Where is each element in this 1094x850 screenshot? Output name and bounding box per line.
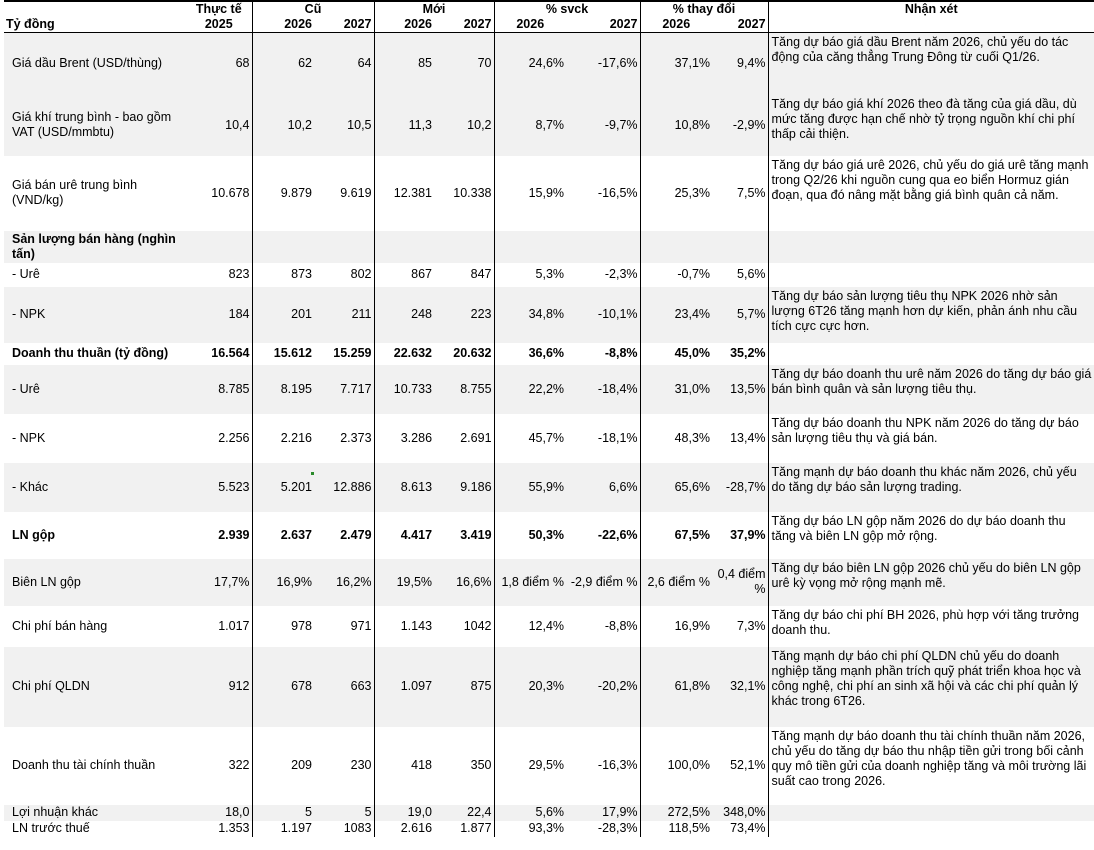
cell-value: 10.733 xyxy=(374,365,434,414)
cell-value: 2.616 xyxy=(374,821,434,837)
cell-value: 10.678 xyxy=(186,156,252,231)
cell-value: 823 xyxy=(186,263,252,287)
table-row xyxy=(4,512,1094,559)
table-row xyxy=(4,463,1094,512)
row-label: Giá dầu Brent (USD/thùng) xyxy=(4,33,186,95)
cell-value: 2,6 điểm % xyxy=(640,559,712,606)
header-old: Cũ xyxy=(252,1,374,17)
cell-value: 272,5% xyxy=(640,805,712,821)
cell-value: 45,7% xyxy=(494,414,566,463)
table-row xyxy=(4,365,1094,414)
cell-value: 10,5 xyxy=(314,95,374,156)
row-label: - NPK xyxy=(4,414,186,463)
row-label: Giá bán urê trung bình (VND/kg) xyxy=(4,156,186,231)
row-comment: Tăng mạnh dự báo chi phí QLDN chủ yếu do doanh nghiệp tăng mạnh phần trích quỹ phát triển khoa học và công nghệ, chi phí an sinh xã hội và các chi phí quản lý khác trong 6T26. xyxy=(768,647,1094,727)
header-year: 2026 xyxy=(374,17,434,33)
cell-value: 52,1% xyxy=(712,727,768,805)
cell-value: 8.195 xyxy=(252,365,314,414)
cell-value: 4.417 xyxy=(374,512,434,559)
table-row xyxy=(4,559,1094,606)
cell-value: 9.879 xyxy=(252,156,314,231)
row-comment: Tăng dự báo giá khí 2026 theo đà tăng của giá dầu, dù mức tăng được hạn chế nhờ tỷ trọng nguồn khí chi phí thấp cải thiện. xyxy=(768,95,1094,156)
cell-value: -0,7% xyxy=(640,263,712,287)
header-year: 2026 xyxy=(252,17,314,33)
cell-value: -28,3% xyxy=(566,821,640,837)
cell-value: -10,1% xyxy=(566,287,640,343)
cell-value: 2.216 xyxy=(252,414,314,463)
cell-value: 8,7% xyxy=(494,95,566,156)
cell-value: 50,3% xyxy=(494,512,566,559)
row-comment: Tăng dự báo doanh thu NPK năm 2026 do tăng dự báo sản lượng tiêu thụ và giá bán. xyxy=(768,414,1094,463)
header-actual: Thực tế xyxy=(186,1,252,17)
cell-value: 16,6% xyxy=(434,559,494,606)
cell-value: 10,8% xyxy=(640,95,712,156)
cell-value: 5,7% xyxy=(712,287,768,343)
cell-value: 978 xyxy=(252,606,314,647)
row-label: Sản lượng bán hàng (nghìn tấn) xyxy=(4,231,186,263)
cell-value: 64 xyxy=(314,33,374,95)
header-yoy: % svck xyxy=(494,1,640,17)
cell-value xyxy=(434,231,494,263)
table-row xyxy=(4,95,1094,156)
table-row xyxy=(4,821,1094,837)
cell-value xyxy=(712,231,768,263)
cell-value: 17,7% xyxy=(186,559,252,606)
cell-value: 3.286 xyxy=(374,414,434,463)
cell-value: 10,4 xyxy=(186,95,252,156)
cell-value: 8.755 xyxy=(434,365,494,414)
cell-value: 1.017 xyxy=(186,606,252,647)
row-label: Giá khí trung bình - bao gồm VAT (USD/mmbtu) xyxy=(4,95,186,156)
cell-value: 25,3% xyxy=(640,156,712,231)
header-year: 2027 xyxy=(434,17,494,33)
table-row xyxy=(4,156,1094,231)
header-change: % thay đổi xyxy=(640,1,768,17)
row-comment xyxy=(768,343,1094,365)
cell-value: -20,2% xyxy=(566,647,640,727)
header-year: 2026 xyxy=(640,17,712,33)
cell-value: 20.632 xyxy=(434,343,494,365)
cell-value: 873 xyxy=(252,263,314,287)
cell-value: 12.381 xyxy=(374,156,434,231)
row-comment xyxy=(768,821,1094,837)
cell-value: 67,5% xyxy=(640,512,712,559)
cell-value: -28,7% xyxy=(712,463,768,512)
header-year: 2027 xyxy=(712,17,768,33)
row-label: Lợi nhuận khác xyxy=(4,805,186,821)
row-comment: Tăng dự báo chi phí BH 2026, phù hợp với tăng trưởng doanh thu. xyxy=(768,606,1094,647)
cell-value: 201 xyxy=(252,287,314,343)
row-comment: Tăng mạnh dự báo doanh thu tài chính thuần năm 2026, chủ yếu do tăng dự báo thu nhập tiền gửi trong bối cảnh quy mô tiền gửi của doanh nghiệp tăng và môi trường lãi suất cao trong 2026. xyxy=(768,727,1094,805)
row-label: Biên LN gộp xyxy=(4,559,186,606)
cell-value: 70 xyxy=(434,33,494,95)
cell-value: 65,6% xyxy=(640,463,712,512)
cell-value: 1.197 xyxy=(252,821,314,837)
cell-value xyxy=(374,231,434,263)
cell-value: 663 xyxy=(314,647,374,727)
cell-value: 5,3% xyxy=(494,263,566,287)
cell-value: 223 xyxy=(434,287,494,343)
cell-value: 211 xyxy=(314,287,374,343)
cell-value: 1.097 xyxy=(374,647,434,727)
cell-value: 9,4% xyxy=(712,33,768,95)
table-row xyxy=(4,231,1094,263)
header-year: 2025 xyxy=(186,17,252,33)
cell-value xyxy=(186,231,252,263)
row-comment: Tăng dự báo doanh thu urê năm 2026 do tăng dự báo giá bán bình quân và sản lượng tiêu thụ. xyxy=(768,365,1094,414)
cell-value: 248 xyxy=(374,287,434,343)
cell-value: -18,1% xyxy=(566,414,640,463)
cell-value: 7.717 xyxy=(314,365,374,414)
row-comment xyxy=(768,263,1094,287)
forecast-table xyxy=(4,0,1094,837)
header-row-2 xyxy=(4,17,1094,33)
cell-value: 10.338 xyxy=(434,156,494,231)
cell-value xyxy=(494,231,566,263)
cell-value: 31,0% xyxy=(640,365,712,414)
table-row xyxy=(4,287,1094,343)
table-row xyxy=(4,805,1094,821)
cell-value: 22,4 xyxy=(434,805,494,821)
cell-value: -2,9% xyxy=(712,95,768,156)
cell-value: 37,9% xyxy=(712,512,768,559)
cell-value: 2.939 xyxy=(186,512,252,559)
cell-value xyxy=(314,231,374,263)
table-row xyxy=(4,263,1094,287)
cell-value: 184 xyxy=(186,287,252,343)
cell-value: 9.619 xyxy=(314,156,374,231)
cell-value: 7,5% xyxy=(712,156,768,231)
table-row xyxy=(4,647,1094,727)
cell-value: 3.419 xyxy=(434,512,494,559)
cell-value: 62 xyxy=(252,33,314,95)
cell-value: 13,4% xyxy=(712,414,768,463)
row-label: LN trước thuế xyxy=(4,821,186,837)
cell-value: 24,6% xyxy=(494,33,566,95)
cell-value: 85 xyxy=(374,33,434,95)
cell-value: 16,9% xyxy=(640,606,712,647)
row-comment: Tăng mạnh dự báo doanh thu khác năm 2026, chủ yếu do tăng dự báo sản lượng trading. xyxy=(768,463,1094,512)
cell-value: 1.143 xyxy=(374,606,434,647)
cell-value: 23,4% xyxy=(640,287,712,343)
cell-value: 2.373 xyxy=(314,414,374,463)
cell-value: 8.613 xyxy=(374,463,434,512)
cell-value: -22,6% xyxy=(566,512,640,559)
cell-value: 230 xyxy=(314,727,374,805)
cell-value: 18,0 xyxy=(186,805,252,821)
cell-value: 209 xyxy=(252,727,314,805)
header-year: 2027 xyxy=(314,17,374,33)
cell-value: 12,4% xyxy=(494,606,566,647)
cell-value: 16,2% xyxy=(314,559,374,606)
cell-value: 322 xyxy=(186,727,252,805)
cell-value: 2.637 xyxy=(252,512,314,559)
row-label: Chi phí bán hàng xyxy=(4,606,186,647)
cell-value: 0,4 điểm % xyxy=(712,559,768,606)
cell-value: 32,1% xyxy=(712,647,768,727)
cell-value: 19,0 xyxy=(374,805,434,821)
cell-value: 2.479 xyxy=(314,512,374,559)
cell-value: 37,1% xyxy=(640,33,712,95)
cell-value: 19,5% xyxy=(374,559,434,606)
row-comment: Tăng dự báo sản lượng tiêu thụ NPK 2026 nhờ sản lượng 6T26 tăng mạnh hơn dự kiến, phản ánh nhu cầu tích cực cực hơn. xyxy=(768,287,1094,343)
cell-value: 20,3% xyxy=(494,647,566,727)
cell-value: -9,7% xyxy=(566,95,640,156)
header-year: 2027 xyxy=(566,17,640,33)
header-row-1 xyxy=(4,1,1094,17)
cell-value: 36,6% xyxy=(494,343,566,365)
cell-value: 16.564 xyxy=(186,343,252,365)
row-comment: Tăng dự báo LN gộp năm 2026 do dự báo doanh thu tăng và biên LN gộp mở rộng. xyxy=(768,512,1094,559)
row-label: - NPK xyxy=(4,287,186,343)
cell-value: 9.186 xyxy=(434,463,494,512)
cell-value: 5,6% xyxy=(494,805,566,821)
row-label: Doanh thu tài chính thuần xyxy=(4,727,186,805)
cell-value: -18,4% xyxy=(566,365,640,414)
cell-value: 34,8% xyxy=(494,287,566,343)
cell-value: 45,0% xyxy=(640,343,712,365)
cell-value: 2.256 xyxy=(186,414,252,463)
cell-value: 1042 xyxy=(434,606,494,647)
cell-value: -8,8% xyxy=(566,606,640,647)
cell-value: 16,9% xyxy=(252,559,314,606)
row-comment: Tăng dự báo giá urê 2026, chủ yếu do giá urê tăng mạnh trong Q2/26 khi nguồn cung qua eo biển Hormuz gián đoạn, qua đó nâng mặt bằng giá bình quân cả năm. xyxy=(768,156,1094,231)
cell-value: -17,6% xyxy=(566,33,640,95)
row-label: LN gộp xyxy=(4,512,186,559)
header-new: Mới xyxy=(374,1,494,17)
cell-value: 971 xyxy=(314,606,374,647)
cell-value: 2.691 xyxy=(434,414,494,463)
cell-value: 8.785 xyxy=(186,365,252,414)
cell-value: 13,5% xyxy=(712,365,768,414)
header-year xyxy=(768,17,1094,33)
cell-value: 1.877 xyxy=(434,821,494,837)
cell-value: 55,9% xyxy=(494,463,566,512)
header-cell xyxy=(4,1,186,17)
cell-value: 875 xyxy=(434,647,494,727)
cell-value: 6,6% xyxy=(566,463,640,512)
cell-value: 350 xyxy=(434,727,494,805)
cell-value: 12.886 xyxy=(314,463,374,512)
cell-value xyxy=(566,231,640,263)
cell-value: 68 xyxy=(186,33,252,95)
cell-value: 15,9% xyxy=(494,156,566,231)
row-comment xyxy=(768,231,1094,263)
cell-value: 802 xyxy=(314,263,374,287)
table-row xyxy=(4,33,1094,95)
cell-value: 418 xyxy=(374,727,434,805)
cell-value: 5,6% xyxy=(712,263,768,287)
header-unit: Tỷ đồng xyxy=(4,17,186,33)
cell-value: 100,0% xyxy=(640,727,712,805)
cell-value: 348,0% xyxy=(712,805,768,821)
cell-value: -16,3% xyxy=(566,727,640,805)
row-comment xyxy=(768,805,1094,821)
cell-value: -2,3% xyxy=(566,263,640,287)
marker-tick xyxy=(311,472,314,475)
cell-value: 93,3% xyxy=(494,821,566,837)
header-year: 2026 xyxy=(494,17,566,33)
row-comment: Tăng dự báo giá dầu Brent năm 2026, chủ yếu do tác động của căng thẳng Trung Đông từ cuối Q1/26. xyxy=(768,33,1094,95)
row-label: Chi phí QLDN xyxy=(4,647,186,727)
cell-value: 22,2% xyxy=(494,365,566,414)
cell-value: 10,2 xyxy=(434,95,494,156)
cell-value: 15.612 xyxy=(252,343,314,365)
cell-value: 5 xyxy=(314,805,374,821)
cell-value xyxy=(640,231,712,263)
cell-value: 5.201 xyxy=(252,463,314,512)
table-row xyxy=(4,343,1094,365)
cell-value: 17,9% xyxy=(566,805,640,821)
cell-value: 1,8 điểm % xyxy=(494,559,566,606)
cell-value: 5.523 xyxy=(186,463,252,512)
cell-value: 7,3% xyxy=(712,606,768,647)
cell-value: 678 xyxy=(252,647,314,727)
cell-value: -8,8% xyxy=(566,343,640,365)
table-row xyxy=(4,414,1094,463)
cell-value: 847 xyxy=(434,263,494,287)
cell-value: -16,5% xyxy=(566,156,640,231)
row-label: Doanh thu thuần (tỷ đồng) xyxy=(4,343,186,365)
row-label: - Urê xyxy=(4,365,186,414)
table-row xyxy=(4,606,1094,647)
cell-value: -2,9 điểm % xyxy=(566,559,640,606)
row-comment: Tăng dự báo biên LN gộp 2026 chủ yếu do biên LN gộp urê kỳ vọng mở rộng mạnh mẽ. xyxy=(768,559,1094,606)
cell-value: 29,5% xyxy=(494,727,566,805)
cell-value: 1083 xyxy=(314,821,374,837)
cell-value: 5 xyxy=(252,805,314,821)
cell-value: 35,2% xyxy=(712,343,768,365)
cell-value: 48,3% xyxy=(640,414,712,463)
cell-value: 11,3 xyxy=(374,95,434,156)
row-label: - Urê xyxy=(4,263,186,287)
cell-value: 22.632 xyxy=(374,343,434,365)
row-label: - Khác xyxy=(4,463,186,512)
cell-value: 1.353 xyxy=(186,821,252,837)
cell-value: 73,4% xyxy=(712,821,768,837)
cell-value: 15.259 xyxy=(314,343,374,365)
cell-value: 10,2 xyxy=(252,95,314,156)
cell-value: 61,8% xyxy=(640,647,712,727)
table-row xyxy=(4,727,1094,805)
cell-value xyxy=(252,231,314,263)
cell-value: 118,5% xyxy=(640,821,712,837)
header-comment: Nhận xét xyxy=(768,1,1094,17)
cell-value: 867 xyxy=(374,263,434,287)
cell-value: 912 xyxy=(186,647,252,727)
